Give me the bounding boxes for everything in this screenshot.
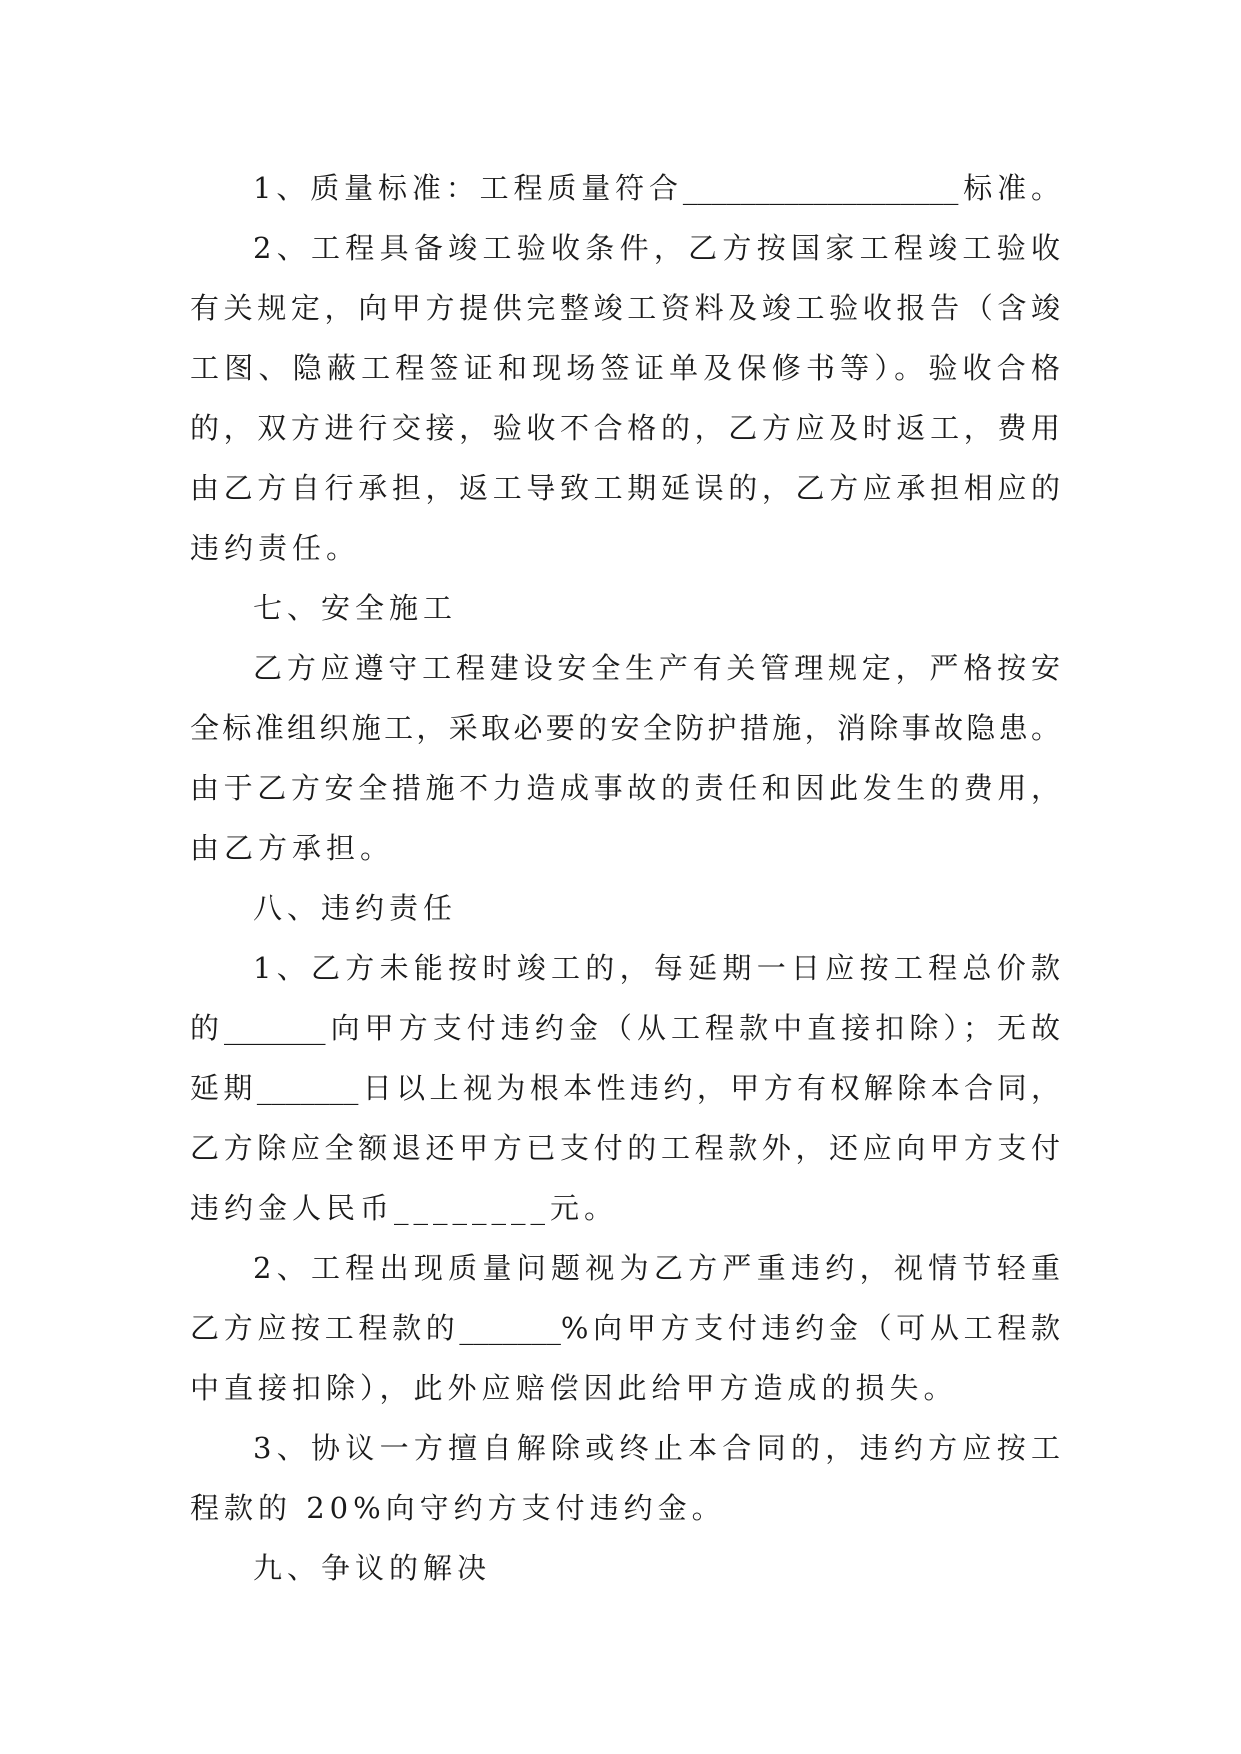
- text-line: 八、违约责任: [253, 891, 458, 925]
- text-line: 2、工程出现质量问题视为乙方严重违约，视情节轻重: [253, 1251, 1060, 1285]
- text-line: 3、协议一方擅自解除或终止本合同的，违约方应按工: [253, 1431, 1060, 1465]
- text-line: 违约责任。: [190, 531, 361, 565]
- text-line: 九、争议的解决: [253, 1551, 492, 1585]
- text-line: 乙方应按工程款的_______%向甲方支付违约金（可从工程款: [190, 1311, 1060, 1345]
- text-line: 乙方除应全额退还甲方已支付的工程款外，还应向甲方支付: [190, 1131, 1060, 1165]
- text-line: 由乙方承担。: [190, 831, 395, 865]
- text-line: 的，双方进行交接，验收不合格的，乙方应及时返工，费用: [190, 411, 1060, 445]
- text-line: 乙方应遵守工程建设安全生产有关管理规定，严格按安: [253, 651, 1060, 685]
- text-line: 的_______向甲方支付违约金（从工程款中直接扣除）；无故: [190, 1011, 1060, 1045]
- text-line: 由乙方自行承担，返工导致工期延误的，乙方应承担相应的: [190, 471, 1060, 505]
- text-line: 1、质量标准：工程质量符合___________________标准。: [253, 171, 1060, 205]
- text-line: 延期_______日以上视为根本性违约，甲方有权解除本合同，: [190, 1071, 1060, 1105]
- document-body: [190, 158, 1060, 1598]
- text-line: 中直接扣除），此外应赔偿因此给甲方造成的损失。: [190, 1371, 958, 1405]
- text-line: 程款的 20%向守约方支付违约金。: [190, 1491, 726, 1525]
- text-line: 工图、隐蔽工程签证和现场签证单及保修书等）。验收合格: [190, 351, 1060, 385]
- text-line: 1、乙方未能按时竣工的，每延期一日应按工程总价款: [253, 951, 1060, 985]
- text-line: 全标准组织施工，采取必要的安全防护措施，消除事故隐患。: [190, 711, 1060, 745]
- text-line: 七、安全施工: [253, 591, 458, 625]
- text-line: 2、工程具备竣工验收条件，乙方按国家工程竣工验收: [253, 231, 1060, 265]
- text-line: 有关规定，向甲方提供完整竣工资料及竣工验收报告（含竣: [190, 291, 1060, 325]
- text-line: 由于乙方安全措施不力造成事故的责任和因此发生的费用，: [190, 771, 1060, 805]
- text-line: 违约金人民币________元。: [190, 1191, 619, 1225]
